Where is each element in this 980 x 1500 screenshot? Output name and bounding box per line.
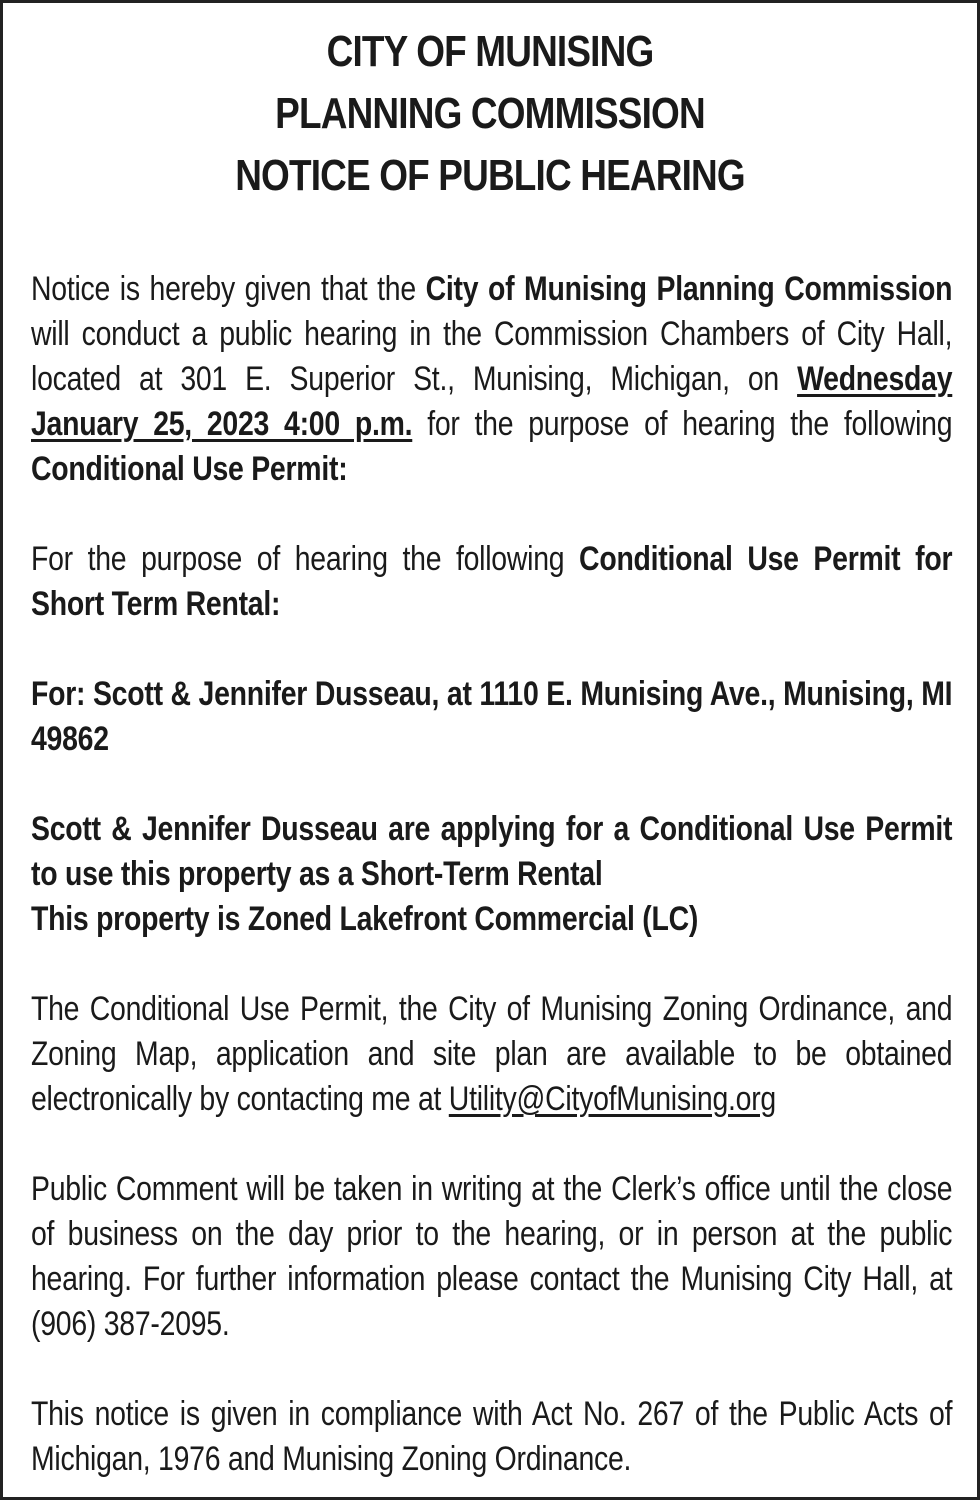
announcement-location: will conduct a public hearing in the Commission Chambers of City Hall, located at 301 E. Superior St., Munising, Michigan, on bbox=[31, 315, 953, 398]
purpose-paragraph bbox=[31, 537, 952, 627]
zoning-statement: This property is Zoned Lakefront Commercial (LC) bbox=[31, 900, 699, 938]
documents-availability bbox=[31, 987, 952, 1122]
announcement-intro: Notice is hereby given that the bbox=[31, 270, 426, 308]
notice-heading bbox=[54, 21, 926, 207]
applicant-address: For: Scott & Jennifer Dusseau, at 1110 E. Munising Ave., Munising, MI 49862 bbox=[31, 675, 953, 758]
contact-email-link[interactable]: Utility@CityofMunising.org bbox=[448, 1080, 776, 1118]
application-description bbox=[31, 807, 952, 942]
permit-type: Conditional Use Permit for Short Term Rental: bbox=[31, 540, 953, 623]
notice-body bbox=[31, 267, 952, 1482]
purpose-intro: For the purpose of hearing the following bbox=[31, 540, 580, 578]
documents-text: The Conditional Use Permit, the City of Munising Zoning Ordinance, and Zoning Map, application and site plan are available to be obtained electronically by contacting me at bbox=[31, 990, 953, 1118]
public-comment-paragraph: Public Comment will be taken in writing at the Clerk’s office until the close of business on the day prior to the hearing, or in person at the public hearing. For further information please contact the Munising City Hall, at (906) 387-2095. bbox=[31, 1170, 953, 1343]
hearing-announcement bbox=[31, 267, 952, 492]
hearing-date: Wednesday January 25, 2023 4:00 p.m. bbox=[31, 360, 953, 443]
permit-label: Conditional Use Permit: bbox=[31, 450, 348, 488]
heading-notice-title: NOTICE OF PUBLIC HEARING bbox=[235, 151, 745, 200]
commission-name: City of Munising Planning Commission bbox=[425, 270, 953, 308]
heading-commission: PLANNING COMMISSION bbox=[275, 89, 705, 138]
application-summary: Scott & Jennifer Dusseau are applying for a Conditional Use Permit to use this property as a Short-Term Rental bbox=[31, 810, 953, 893]
announcement-purpose: for the purpose of hearing the following bbox=[412, 405, 953, 443]
heading-city: CITY OF MUNISING bbox=[326, 27, 654, 76]
compliance-statement: This notice is given in compliance with Act No. 267 of the Public Acts of Michigan, 1976 and Munising Zoning Ordinance. bbox=[31, 1395, 953, 1478]
